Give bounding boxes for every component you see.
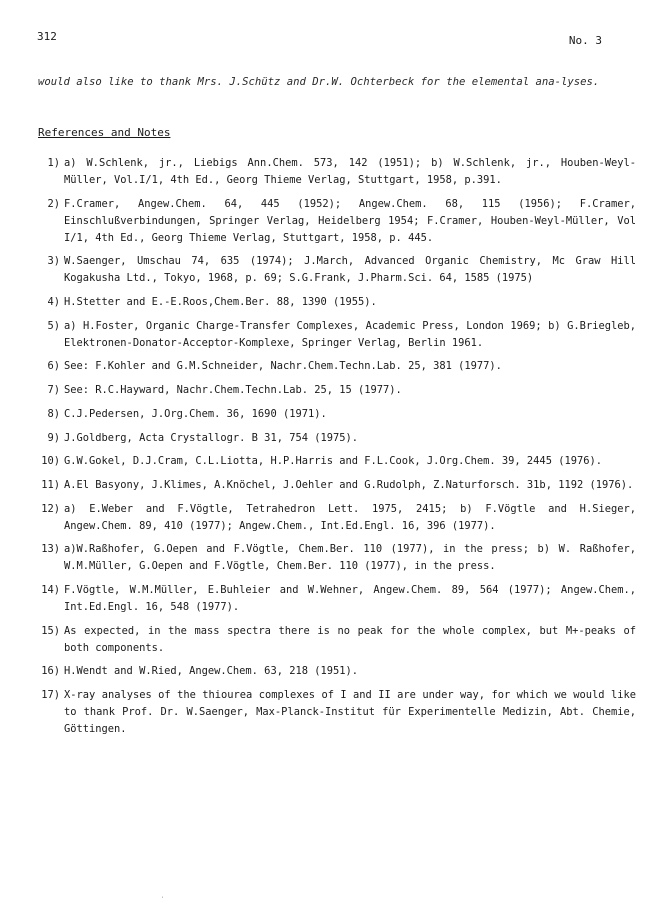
reference-number: 12) [41, 502, 60, 515]
reference-number: 10) [41, 455, 60, 468]
scan-speck: ˙ [160, 896, 165, 905]
reference-text: a)W.Raßhofer, G.Oepen and F.Vögtle, Chem.Ber. 110 (1977), in the press; b) W. Raßhofer, W.M.Müller, G.Oepen and F.Vögtle, Chem.Ber. 110 (1977), in the press. [64, 543, 636, 573]
reference-number: 4) [47, 296, 60, 309]
reference-item [36, 453, 636, 470]
references-heading: References and Notes [38, 126, 171, 139]
reference-item [36, 253, 636, 287]
reference-item [36, 541, 636, 575]
reference-text: a) E.Weber and F.Vögtle, Tetrahedron Lett. 1975, 2415; b) F.Vögtle and H.Sieger, Angew.Chem. 89, 410 (1977); Angew.Chem., Int.Ed.Engl. 16, 396 (1977). [64, 502, 636, 532]
reference-text: W.Saenger, Umschau 74, 635 (1974); J.March, Advanced Organic Chemistry, Mc Graw Hill Kogakusha Ltd., Tokyo, 1968, p. 69; S.G.Frank, J.Pharm.Sci. 64, 1585 (1975) [64, 255, 636, 285]
reference-number: 11) [41, 478, 60, 491]
reference-item [36, 155, 636, 189]
reference-text: See: R.C.Hayward, Nachr.Chem.Techn.Lab. 25, 15 (1977). [64, 384, 402, 397]
reference-text: J.Goldberg, Acta Crystallogr. B 31, 754 (1975). [64, 431, 359, 444]
reference-number: 1) [47, 157, 60, 169]
reference-number: 7) [47, 384, 60, 397]
reference-item [36, 358, 636, 375]
reference-number: 2) [47, 197, 60, 210]
reference-text: X-ray analyses of the thiourea complexes of I and II are under way, for which we would like to thank Prof. Dr. W.Saenger, Max-Planck-Institut für Experimentelle Medizin, Abt. Chemie, Göttingen. [64, 689, 636, 735]
reference-text: H.Stetter and E.-E.Roos,Chem.Ber. 88, 1390 (1955). [64, 296, 377, 309]
reference-number: 9) [47, 431, 60, 444]
reference-item [36, 582, 636, 616]
reference-number: 15) [41, 624, 60, 637]
reference-text: See: F.Kohler and G.M.Schneider, Nachr.Chem.Techn.Lab. 25, 381 (1977). [64, 360, 502, 373]
reference-text: A.El Basyony, J.Klimes, A.Knöchel, J.Oehler and G.Rudolph, Z.Naturforsch. 31b, 1192 (1976). [64, 478, 634, 491]
reference-item [36, 623, 636, 657]
reference-text: a) H.Foster, Organic Charge-Transfer Complexes, Academic Press, London 1969; b) G.Briegleb, Elektronen-Donator-Acceptor-Komplexe, Springer Verlag, Berlin 1961. [64, 319, 636, 349]
reference-number: 3) [47, 255, 60, 268]
reference-number: 6) [47, 360, 60, 373]
reference-text: C.J.Pedersen, J.Org.Chem. 36, 1690 (1971). [64, 407, 327, 420]
reference-item [36, 318, 636, 352]
reference-number: 17) [41, 689, 60, 701]
references-list [36, 155, 636, 745]
reference-item [36, 477, 636, 494]
reference-text: a) W.Schlenk, jr., Liebigs Ann.Chem. 573, 142 (1951); b) W.Schlenk, jr., Houben-Weyl-Müller, Vol.I/1, 4th Ed., Georg Thieme Verlag, Stuttgart, 1958, p.391. [64, 157, 636, 186]
reference-number: 8) [47, 407, 60, 420]
acknowledgement-text: would also like to thank Mrs. J.Schütz and Dr.W. Ochterbeck for the elemental ana-lyses. [38, 76, 600, 88]
reference-text: H.Wendt and W.Ried, Angew.Chem. 63, 218 (1951). [64, 665, 359, 678]
issue-label: No. 3 [568, 34, 602, 47]
reference-number: 14) [41, 583, 60, 596]
reference-item [36, 501, 636, 535]
reference-number: 16) [41, 665, 60, 678]
reference-number: 13) [41, 543, 60, 556]
reference-text: F.Cramer, Angew.Chem. 64, 445 (1952); Angew.Chem. 68, 115 (1956); F.Cramer, Einschlußverbindungen, Springer Verlag, Heidelberg 1954; F.Cramer, Houben-Weyl-Müller, Vol I/1, 4th Ed., Georg Thieme Verlag, Stuttgart, 1958, p. 445. [64, 197, 636, 244]
reference-item [36, 663, 636, 680]
reference-item [36, 687, 636, 738]
reference-item [36, 406, 636, 423]
reference-text: G.W.Gokel, D.J.Cram, C.L.Liotta, H.P.Harris and F.L.Cook, J.Org.Chem. 39, 2445 (1976). [64, 455, 602, 468]
reference-text: F.Vögtle, W.M.Müller, E.Buhleier and W.Wehner, Angew.Chem. 89, 564 (1977); Angew.Chem., Int.Ed.Engl. 16, 548 (1977). [64, 583, 636, 613]
reference-item [36, 430, 636, 447]
reference-item [36, 294, 636, 311]
reference-text: As expected, in the mass spectra there is no peak for the whole complex, but M+-peaks of both components. [64, 624, 636, 654]
reference-number: 5) [47, 319, 60, 332]
reference-item [36, 382, 636, 399]
reference-item [36, 196, 636, 247]
page-number: 312 [37, 30, 57, 43]
